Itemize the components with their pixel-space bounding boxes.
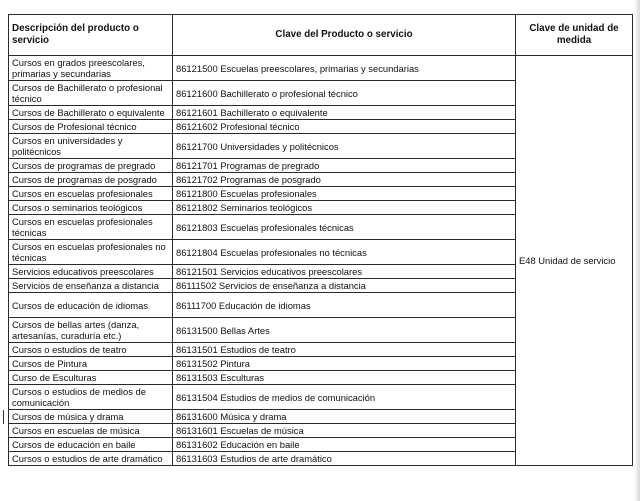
cell-product-code: 86131600 Música y drama [173,410,516,424]
cell-product-code: 86131501 Estudios de teatro [173,343,516,357]
cell-product-code: 86131502 Pintura [173,357,516,371]
cell-description: Cursos en grados preescolares, primarias y secundarias [9,56,173,81]
cell-product-code: 86121800 Escuelas profesionales [173,187,516,201]
cell-product-code: 86111700 Educación de idiomas [173,293,516,318]
cell-product-code: 86131601 Escuelas de música [173,424,516,438]
table-header-row [9,15,633,56]
cell-description: Cursos en universidades y politécnicos [9,134,173,159]
cell-product-code: 86121500 Escuelas preescolares, primarias y secundarias [173,56,516,81]
cell-description: Cursos de educación de idiomas [9,293,173,318]
cell-description: Cursos en escuelas profesionales [9,187,173,201]
table-body [9,56,633,466]
cell-product-code: 86131500 Bellas Artes [173,318,516,343]
product-service-table [8,14,633,466]
header-product-code: Clave del Producto o servicio [173,15,516,56]
cell-description: Servicios educativos preescolares [9,265,173,279]
table-row [9,56,633,81]
cell-product-code: 86121501 Servicios educativos preescolares [173,265,516,279]
page-edge-shadow [634,0,640,501]
cell-product-code: 86131504 Estudios de medios de comunicación [173,385,516,410]
cell-product-code: 86121602 Profesional técnico [173,120,516,134]
cell-description: Cursos en escuelas profesionales no técnicas [9,240,173,265]
cell-product-code: 86131503 Esculturas [173,371,516,385]
cell-description: Cursos o seminarios teológicos [9,201,173,215]
cell-unit-code: E48 Unidad de servicio [516,56,633,466]
cell-product-code: 86121802 Seminarios teológicos [173,201,516,215]
cell-description: Cursos de música y drama [9,410,173,424]
cell-product-code: 86111502 Servicios de enseñanza a distancia [173,279,516,293]
cell-description: Cursos o estudios de medios de comunicación [9,385,173,410]
cell-description: Curso de Esculturas [9,371,173,385]
cell-description: Servicios de enseñanza a distancia [9,279,173,293]
cell-description: Cursos o estudios de teatro [9,343,173,357]
cell-description: Cursos de Bachillerato o equivalente [9,106,173,120]
cell-product-code: 86121700 Universidades y politécnicos [173,134,516,159]
cell-description: Cursos de Bachillerato o profesional técnico [9,81,173,106]
cell-description: Cursos de Pintura [9,357,173,371]
cell-product-code: 86131602 Educación en baile [173,438,516,452]
cell-product-code: 86121601 Bachillerato o equivalente [173,106,516,120]
cell-description: Cursos de educación en baile [9,438,173,452]
cell-description: Cursos en escuelas profesionales técnicas [9,215,173,240]
cell-product-code: 86131603 Estudios de arte dramático [173,452,516,466]
cell-description: Cursos de programas de posgrado [9,173,173,187]
cell-product-code: 86121600 Bachillerato o profesional técnico [173,81,516,106]
cell-product-code: 86121804 Escuelas profesionales no técnicas [173,240,516,265]
cell-description: Cursos en escuelas de música [9,424,173,438]
cell-product-code: 86121702 Programas de posgrado [173,173,516,187]
cell-description: Cursos o estudios de arte dramático [9,452,173,466]
cell-description: Cursos de bellas artes (danza, artesanías, curaduría etc.) [9,318,173,343]
header-unit-code: Clave de unidad de medida [516,15,633,56]
header-description: Descripción del producto o servicio [9,15,173,56]
text-cursor-mark [3,410,4,424]
cell-description: Cursos de Profesional técnico [9,120,173,134]
cell-description: Cursos de programas de pregrado [9,159,173,173]
cell-product-code: 86121701 Programas de pregrado [173,159,516,173]
cell-product-code: 86121803 Escuelas profesionales técnicas [173,215,516,240]
